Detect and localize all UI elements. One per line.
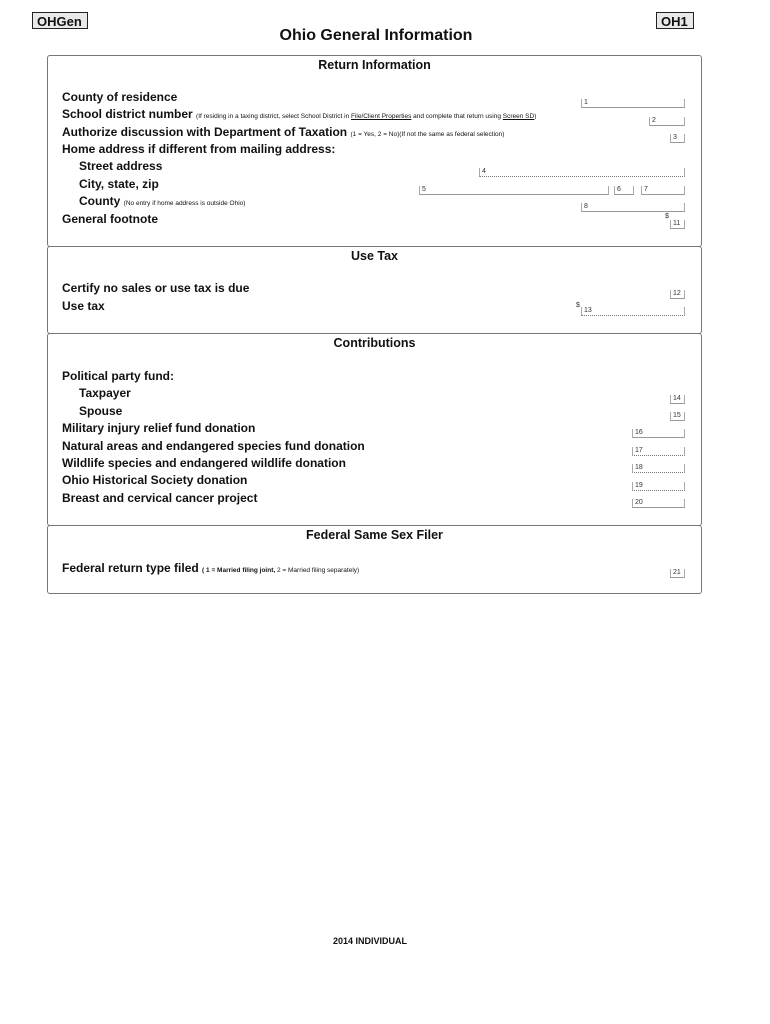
taxpayer-label: Taxpayer [79,386,131,400]
county-note: (No entry if home address is outside Ohio) [123,200,246,207]
school-district-note: (If residing in a taxing district, select School District in File/Client Properties and complete that return using Screen SD) [196,113,537,120]
field-12-certify[interactable]: 12 [670,290,685,299]
natural-areas-label: Natural areas and endangered species fund donation [62,439,365,453]
field-7-zip[interactable]: 7 [641,186,685,195]
page-footer: 2014 INDIVIDUAL [332,936,408,946]
field-15-spouse[interactable]: 15 [670,412,685,421]
county-of-residence-label: County of residence [62,90,178,104]
federal-same-sex-filer-section [47,525,702,594]
field-14-taxpayer[interactable]: 14 [670,395,685,404]
political-party-fund-label: Political party fund: [62,369,175,383]
form-tag-oh1: OH1 [656,12,694,29]
field-19-historical[interactable]: 19 [632,482,685,491]
section-title-contributions: Contributions [333,336,416,350]
historical-society-label: Ohio Historical Society donation [62,473,248,487]
field-8-county[interactable]: 8 [581,203,685,212]
field-18-wildlife[interactable]: 18 [632,464,685,473]
field-2-school-district[interactable]: 2 [649,117,685,126]
field-6-state[interactable]: 6 [614,186,634,195]
city-state-zip-label: City, state, zip [79,177,159,191]
section-title-use-tax: Use Tax [350,249,398,263]
field-3-authorize[interactable]: 3 [670,134,685,143]
page-title: Ohio General Information [279,27,473,44]
section-title-return-information: Return Information [318,58,431,72]
dollar-sign: $ [665,213,669,220]
street-address-label: Street address [79,159,163,173]
field-13-use-tax[interactable]: 13 [581,307,685,316]
certify-no-tax-label: Certify no sales or use tax is due [62,281,250,295]
field-21-return-type[interactable]: 21 [670,569,685,578]
use-tax-label: Use tax [62,299,105,313]
field-17-natural-areas[interactable]: 17 [632,447,685,456]
authorize-discussion-label: Authorize discussion with Department of Taxation (1 = Yes, 2 = No)(If not the same as federal selection) [62,125,505,139]
screen-sd-link[interactable]: Screen SD [502,113,535,120]
breast-cervical-cancer-label: Breast and cervical cancer project [62,491,258,505]
field-16-military[interactable]: 16 [632,429,685,438]
school-district-number-label: School district number (If residing in a taxing district, select School District in File/Client Properties and complete that return using Screen SD) [62,107,537,121]
form-tag-ohgen: OHGen [32,12,88,29]
authorize-note: (1 = Yes, 2 = No)(If not the same as federal selection) [350,131,505,138]
home-address-label: Home address if different from mailing address: [62,142,336,156]
use-tax-section [47,246,702,334]
contributions-section [47,333,702,526]
wildlife-species-label: Wildlife species and endangered wildlife donation [62,456,346,470]
general-footnote-label: General footnote [62,212,159,226]
military-injury-label: Military injury relief fund donation [62,421,256,435]
field-11-general-footnote[interactable]: 11 [670,220,685,229]
field-4-street-address[interactable]: 4 [479,168,685,177]
field-1-county-of-residence[interactable]: 1 [581,99,685,108]
field-5-city[interactable]: 5 [419,186,609,195]
county-label: County (No entry if home address is outside Ohio) [79,194,246,208]
file-client-properties-link[interactable]: File/Client Properties [351,113,412,120]
federal-return-type-label: Federal return type filed ( 1 = Married filing joint, 2 = Married filing separately) [62,561,360,575]
return-information-section [47,55,702,247]
spouse-label: Spouse [79,404,123,418]
return-type-note: ( 1 = Married filing joint, 2 = Married filing separately) [202,567,360,574]
dollar-sign: $ [576,302,580,309]
section-title-federal-same-sex-filer: Federal Same Sex Filer [306,528,443,542]
field-20-breast-cancer[interactable]: 20 [632,499,685,508]
